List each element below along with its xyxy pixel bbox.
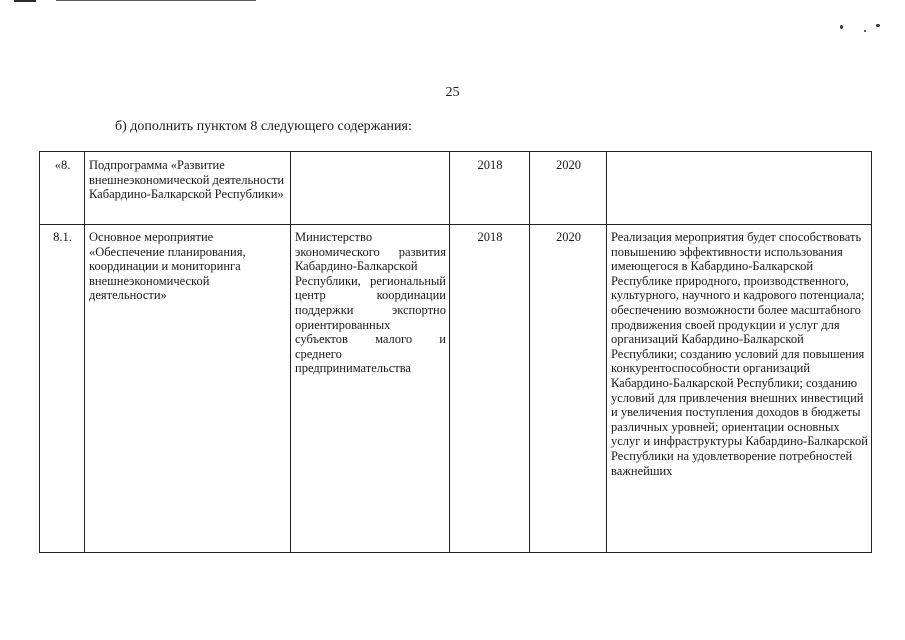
start-year-cell: 2018	[450, 152, 530, 225]
start-year-cell: 2018	[450, 225, 530, 553]
expected-result-cell: Реализация мероприятия будет способствовать повышению эффективности использования имеющегося в Кабардино-Балкарской Республике природного, производственного, культурного, научного и кадрового потенциала; обеспечению возможности более масштабного продвижения своей продукции и услуг для организаций Кабардино-Балкарской Республики; созданию условий для повышения конкурентоспособности организаций Кабардино-Балкарской Республики; созданию условий для привлечения внешних инвестиций и увеличения поступления доходов в бюджеты различных уровней; ориентации основных услуг и инфраструктуры Кабардино-Балкарской Республики на удовлетворение потребностей важнейших	[607, 225, 872, 553]
scan-speck	[840, 25, 843, 29]
row-number-cell: 8.1.	[40, 225, 85, 553]
scan-speck	[876, 24, 880, 27]
scan-artifact-line	[14, 0, 36, 2]
measure-name-cell: Подпрограмма «Развитие внешнеэкономической деятельности Кабардино-Балкарской Республики»	[85, 152, 291, 225]
table-row	[40, 152, 872, 225]
scan-artifact-line	[56, 0, 256, 1]
end-year-cell: 2020	[530, 225, 607, 553]
executor-cell: Министерство экономического развития Кабардино-Балкарской Республики, региональный центр координации поддержки экспортно ориентированных субъектов малого и среднего предпринимательства	[291, 225, 450, 553]
executor-cell	[291, 152, 450, 225]
measure-name-cell: Основное мероприятие «Обеспечение планирования, координации и мониторинга внешнеэкономической деятельности»	[85, 225, 291, 553]
expected-result-cell	[607, 152, 872, 225]
row-number-cell: «8.	[40, 152, 85, 225]
page-number: 25	[445, 85, 460, 100]
table-row	[40, 225, 872, 553]
end-year-cell: 2020	[530, 152, 607, 225]
scan-speck	[864, 30, 866, 32]
intro-paragraph: б) дополнить пунктом 8 следующего содержания:	[115, 119, 412, 134]
program-table	[39, 151, 872, 553]
